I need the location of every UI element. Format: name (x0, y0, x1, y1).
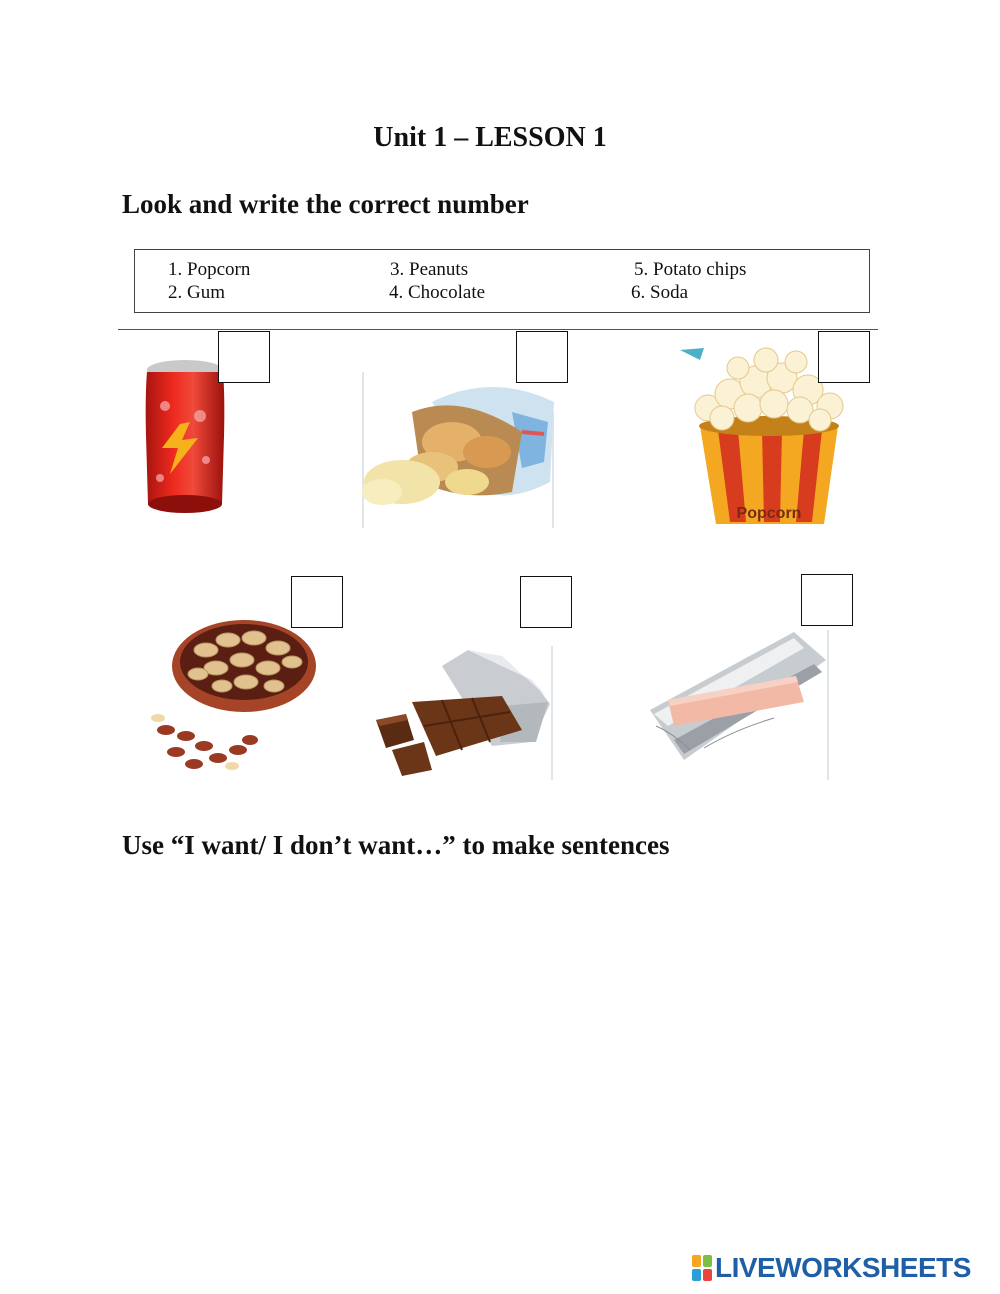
answer-input-peanuts[interactable] (292, 577, 346, 629)
soda-can-icon (140, 356, 230, 518)
exercise-2-heading: Use “I want/ I don’t want…” to make sentences (122, 830, 670, 860)
word-bank-item: 2. Gum (168, 282, 225, 303)
divider (118, 329, 878, 330)
peanuts-icon (146, 618, 322, 778)
word-bank-item: 3. Peanuts (390, 259, 469, 280)
answer-box-popcorn[interactable] (818, 331, 870, 383)
answer-box-gum[interactable] (801, 574, 853, 626)
exercise-1-heading: Look and write the correct number (122, 189, 529, 219)
answer-box-potato-chips[interactable] (516, 331, 568, 383)
logo-text: LIVEWORKSHEETS (715, 1252, 971, 1283)
potato-chips-icon (362, 372, 556, 528)
gum-icon (644, 630, 832, 780)
answer-box-soda[interactable] (218, 331, 270, 383)
answer-input-gum[interactable] (802, 575, 856, 627)
answer-input-chocolate[interactable] (521, 577, 575, 629)
answer-input-popcorn[interactable] (819, 332, 873, 384)
liveworksheets-logo (692, 1252, 971, 1284)
word-bank-item: 1. Popcorn (168, 259, 251, 280)
answer-input-potato-chips[interactable] (517, 332, 571, 384)
answer-box-chocolate[interactable] (520, 576, 572, 628)
word-bank-item: 6. Soda (631, 282, 688, 303)
chocolate-icon (372, 646, 556, 780)
page-title: Unit 1 – LESSON 1 (373, 122, 607, 153)
answer-box-peanuts[interactable] (291, 576, 343, 628)
word-bank-item: 5. Potato chips (634, 259, 747, 280)
svg-text:Popcorn: Popcorn (736, 505, 802, 522)
logo-icon (692, 1255, 712, 1281)
word-bank-item: 4. Chocolate (389, 282, 486, 303)
answer-input-soda[interactable] (219, 332, 273, 384)
